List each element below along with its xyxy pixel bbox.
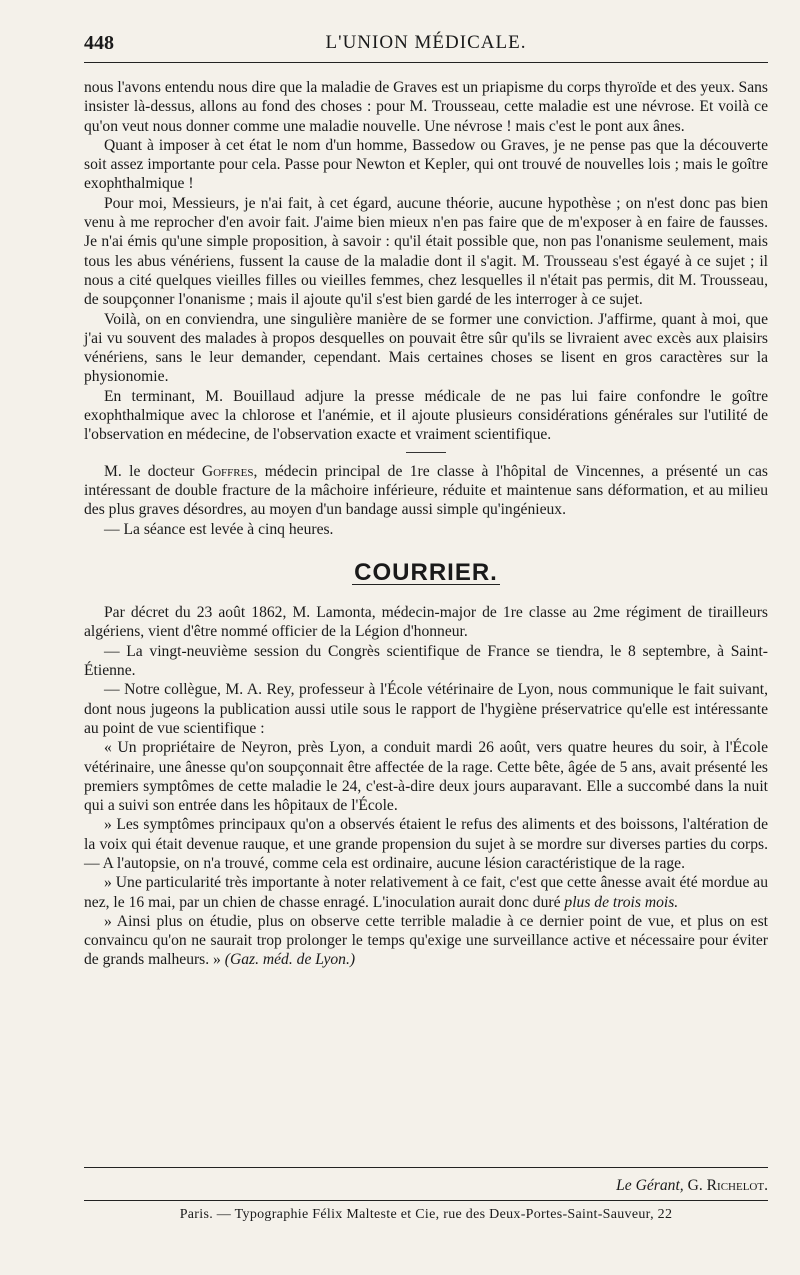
- footer-rule-bottom: [84, 1200, 768, 1201]
- gerant-label: Le Gérant,: [616, 1177, 688, 1194]
- paragraph: Pour moi, Messieurs, je n'ai fait, à cet égard, aucune théorie, aucune hypothèse ; on n'est donc pas bien venu à me reprocher d'en avoir fait. J'aime bien mieux n'en pas faire que de m'exposer à en faire de fausses. Je n'ai émis qu'une simple proposition, à savoir : qu'il était possible que, non pas l'onanisme seulement, mais tous les abus vénériens, fussent la cause de la maladie dont il s'agit. M. Trousseau s'est égayé à ce sujet ; il nous a cité quelques vieilles filles ou vieilles femmes, chez lesquelles il n'était pas permis, dit M. Trousseau, de soupçonner l'onanisme ; mais il ajoute qu'il s'est bien gardé de les interroger à ce sujet.: [84, 194, 768, 309]
- printer-line: Paris. — Typographie Félix Malteste et Cie, rue des Deux-Portes-Saint-Sauveur, 22: [179, 1207, 673, 1222]
- gerant-name: G. Richelot.: [687, 1177, 768, 1194]
- paragraph: En terminant, M. Bouillaud adjure la presse médicale de ne pas lui faire confondre le goître exophthalmique avec la chlorose et l'anémie, et il ajoute plusieurs considérations générales sur l'utilité de l'observation en médecine, de l'observation exacte et vraiment scientifique.: [84, 387, 768, 444]
- courrier-heading: [84, 558, 768, 586]
- paragraph: Quant à imposer à cet état le nom d'un homme, Bassedow ou Graves, je ne pense pas que la découverte soit assez importante pour cela. Passe pour Newton et Kepler, qui ont trouvé de nouvelles lois ; mais le goître exophthalmique !: [84, 136, 768, 193]
- paragraph: » Les symptômes principaux qu'on a observés étaient le refus des aliments et des boissons, l'altération de la voix qui était devenue rauque, et une grande propension du sujet à se mordre sur diverses parties du corps. — A l'autopsie, on n'a trouvé, comme cela est ordinaire, aucune lésion caractéristique de la rage.: [84, 816, 768, 872]
- paragraph: — Notre collègue, M. A. Rey, professeur à l'École vétérinaire de Lyon, nous communique le fait suivant, dont nous jugeons la publication aussi utile sous le rapport de l'hygiène préservatrice qu'elle est intéressante au point de vue scientifique :: [84, 681, 768, 737]
- page-header: [84, 28, 768, 58]
- paragraph: — La vingt-neuvième session du Congrès scientifique de France se tiendra, le 8 septembre, à Saint-Étienne.: [84, 642, 768, 680]
- journal-title: L'UNION MÉDICALE.: [325, 32, 527, 53]
- paragraph: Voilà, on en conviendra, une singulière manière de se former une conviction. J'affirme, quant à moi, que j'ai vu souvent des malades à propos desquelles on pouvait être sûr qu'ils se livraient avec excès aux plaisirs vénériens, sans le leur demander, cependant. Mais certaines choses se lisent en gros caractères sur la physionomie.: [84, 310, 768, 386]
- paragraph: Par décret du 23 août 1862, M. Lamonta, médecin-major de 1re classe au 2me régiment de tirailleurs algériens, vient d'être nommé officier de la Légion d'honneur.: [84, 604, 768, 641]
- particularite-italic: plus de trois mois.: [564, 893, 679, 911]
- header-rule: [84, 62, 768, 63]
- paragraph: nous l'avons entendu nous dire que la maladie de Graves est un priapisme du corps thyroïde et des yeux. Sans insister là-dessus, allons au fond des choses : pour M. Trousseau, cette maladie est une névrose. Et voilà ce qu'on veut nous donner comme une maladie nouvelle. Une névrose ! mais c'est le pont aux ânes.: [84, 79, 768, 135]
- page-number: 448: [84, 32, 114, 54]
- gerant-line: [84, 1177, 768, 1195]
- paragraph: « Un propriétaire de Neyron, près Lyon, a conduit mardi 26 août, vers quatre heures du soir, à l'École vétérinaire, une ânesse qu'on soupçonnait être affectée de la rage. Cette bête, âgée de 5 ans, avait présenté les premiers symptômes de cette maladie le 24, c'est-à-dire deux jours auparavant. Elle a succombé dans la nuit qui a suivi son entrée dans les hôpitaux de l'École.: [84, 739, 768, 815]
- seance-levee: — La séance est levée à cinq heures.: [104, 520, 334, 538]
- ainsi-paragraph: [84, 912, 768, 970]
- particularite-text: » Une particularité très importante à noter relativement à ce fait, c'est que cette ânesse avait été mordue au nez, le 16 mai, par un chien de chasse enragé. L'inoculation aurait donc duré: [84, 874, 768, 911]
- goffres-text-after: , médecin principal de 1re classe à l'hôpital de Vincennes, a présenté un cas intéressant de double fracture de la mâchoire inférieure, réduite et maintenue sans déformation, et au milieu des plus graves désordres, au moyen d'un bandage aussi simple qu'ingénieux.: [84, 462, 768, 519]
- ainsi-text: » Ainsi plus on étudie, plus on observe cette terrible maladie à ce dernier point de vue, et plus on est convaincu qu'on ne saurait trop prolonger le temps qu'exige une surveillance active et nécessaire pour éviter de grands malheurs. »: [84, 912, 768, 969]
- goffres-name: Goffres: [201, 462, 254, 480]
- citation: (Gaz. méd. de Lyon.): [224, 951, 356, 969]
- separator: [406, 452, 446, 453]
- goffres-paragraph: [84, 462, 768, 520]
- goffres-text-before: M. le docteur: [104, 462, 202, 480]
- particularite-paragraph: [84, 873, 768, 912]
- courrier-title: COURRIER.: [354, 558, 498, 586]
- body-text: [84, 78, 768, 970]
- footer-rule-top: [84, 1167, 768, 1168]
